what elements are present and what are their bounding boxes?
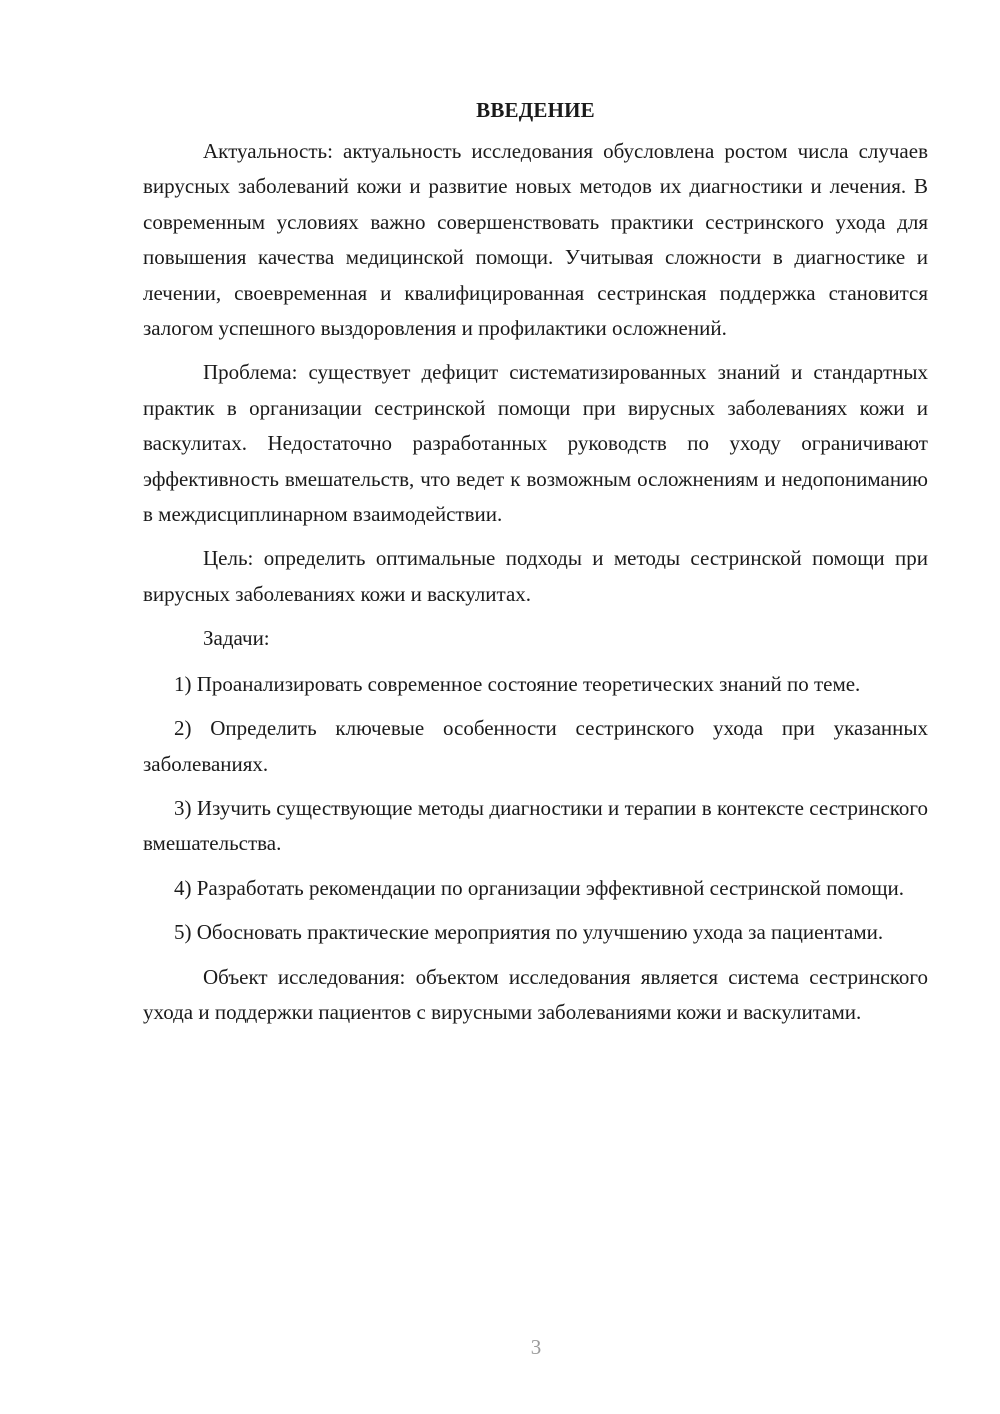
task-item-2: 2) Определить ключевые особенности сестринского ухода при указанных заболеваниях. [143,716,928,776]
task-item-5: 5) Обосновать практические мероприятия по улучшению ухода за пациентами. [174,920,884,945]
relevance-paragraph: Актуальность: актуальность исследования обусловлена ростом числа случаев вирусных заболеваний кожи и развитие новых методов их диагностики и лечения. В современным условиях важно совершенствовать практики сестринского ухода для повышения качества медицинской помощи. Учитывая сложности в диагностике и лечении, своевременная и квалифицированная сестринская поддержка становится залогом успешного выздоровления и профилактики осложнений. [143,139,928,341]
page-content [143,92,928,1039]
task-item-1: 1) Проанализировать современное состояние теоретических знаний по теме. [174,671,861,696]
goal-paragraph: Цель: определить оптимальные подходы и методы сестринской помощи при вирусных заболеваниях кожи и васкулитах. [143,546,928,606]
tasks-label: Задачи: [203,626,270,651]
object-paragraph: Объект исследования: объектом исследования является система сестринского ухода и поддержки пациентов с вирусными заболеваниями кожи и васкулитами. [143,964,928,1024]
task-item-4: 4) Разработать рекомендации по организации эффективной сестринской помощи. [174,875,905,900]
page-number: 3 [530,1335,542,1359]
task-item-3: 3) Изучить существующие методы диагностики и терапии в контексте сестринского вмешательства. [143,795,928,856]
problem-paragraph: Проблема: существует дефицит систематизированных знаний и стандартных практик в организации сестринской помощи при вирусных заболеваниях кожи и васкулитах. Недостаточно разработанных руководств по уходу ограничивают эффективность вмешательств, что ведет к возможным осложнениям и недопониманию в междисциплинарном взаимодействии. [143,360,928,527]
section-heading: ВВЕДЕНИЕ [476,98,595,122]
